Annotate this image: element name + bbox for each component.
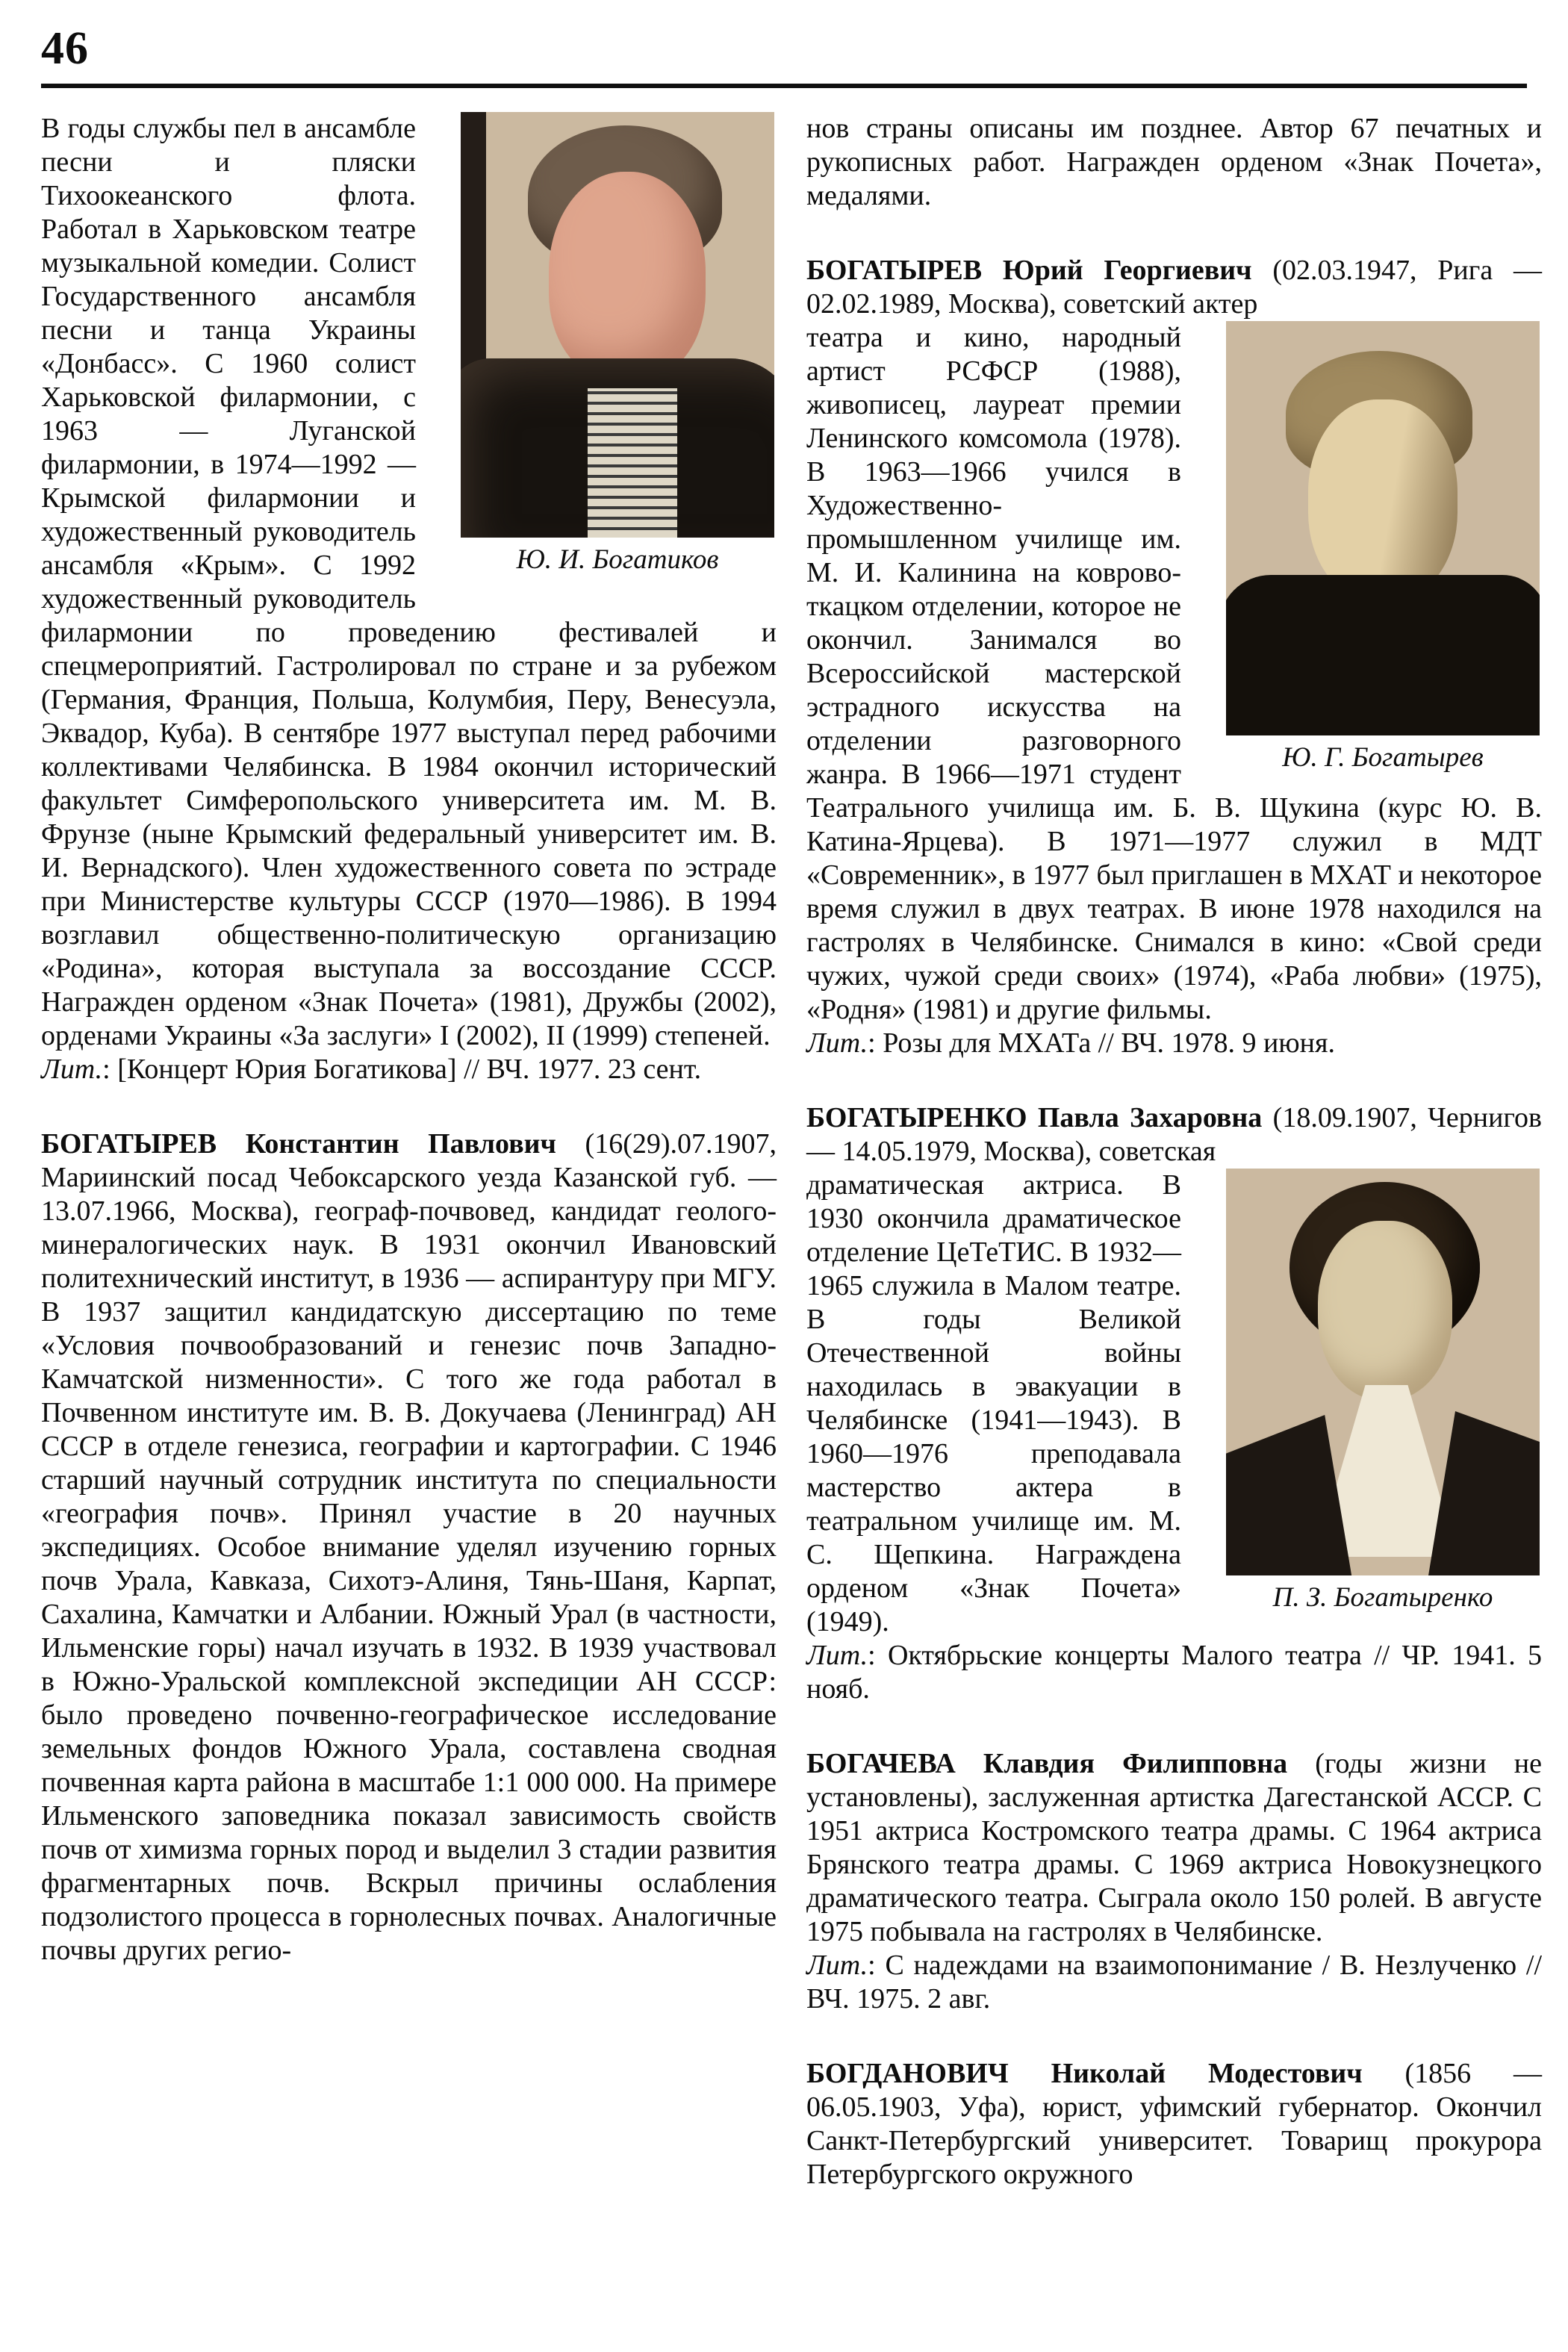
portrait-shirt-shape <box>588 388 677 538</box>
entry-bogatyrev-yg-intro <box>806 254 1542 321</box>
entry-bogatikov-lit <box>41 1053 777 1086</box>
page-number: 46 <box>41 23 89 74</box>
entry-text-bogatyrev-kp: (16(29).07.1907, Мариинский посад Чебоксарского уезда Казанской губ. — 13.07.1966, Москва), географ-почвовед, кандидат геолого-минералогических наук. В 1931 окончил Ивановский политехнический институт, в 1936 — аспирантуру при МГУ. В 1937 защитил кандидатскую диссертацию по теме «Условия почвообразований и генезис почв Западно-Камчатской низменности». С того же года работал в Почвенном институте им. В. В. Докучаева (Ленинград) АН СССР в отделе генезиса, географии и картографии. С 1946 старший научный сотрудник института по специальности «география почв». Принял участие в 20 научных экспедициях. Особое внимание уделял изучению горных почв Урала, Кавказа, Сихотэ-Алиня, Тянь-Шаня, Карпат, Сахалина, Камчатки и Албании. Южный Урал (в частности, Ильменские горы) начал изучать в 1932. В 1939 участвовал в Южно-Уральской комплексной экспедиции АН СССР: было проведено почвенно-географическое исследование земельных фондов Южного Урала, составлена сводная почвенная карта района в масштабе 1:1 000 000. На примере Ильменского заповедника показал зависимость свойств почв от химизма горных пород и выделил 3 стадии развития фрагментарных почв. Вскрыл причины ослабления подзолистого процесса в горнолесных почвах. Аналогичные почвы других регио- <box>41 1128 777 1966</box>
photo-caption-bogatyrenko: П. З. Богатыренко <box>1272 1582 1493 1613</box>
lit-label: Лит. <box>41 1054 103 1085</box>
portrait-face-shape <box>1318 1221 1452 1400</box>
entry-bogatyrenko-lit <box>806 1639 1542 1706</box>
entry-bogatikov-continuation: В годы службы пел в ансамбле песни и пляски Тихоокеанского флота. Работал в Харьковском театре музыкальной комедии. Солист Государственного ансамбля песни и танца Украины «Донбасс». С 1960 солист Харьковской филармонии, с 1963 — Луганской филармонии, в 1974—1992 — Крымской филармонии и художественный руководитель ансамбля «Крым». С 1992 художественный руководитель филармонии по проведению фестивалей и спецмероприятий. Гастролировал по стране и за рубежом (Германия, Франция, Польша, Колумбия, Перу, Венесуэла, Эквадор, Куба). В сентябре 1977 выступал перед рабочими коллективами Челябинска. В 1984 окончил исторический факультет Симферопольского университета им. М. В. Фрунзе (ныне Крымский федеральный университет им. В. И. Вернадского). Член художественного совета по эстраде при Министерстве культуры СССР (1970—1986). В 1994 возглавил общественно-политическую организацию «Родина», которая выступала за воссоздание СССР. Награжден орденом «Знак Почета» (1981), Дружбы (2002), орденами Украины «За заслуги» I (2002), II (1999) степеней. <box>41 113 777 1051</box>
lit-text: : [Концерт Юрия Богатикова] // ВЧ. 1977. 23 сент. <box>102 1054 702 1085</box>
header-rule <box>41 84 1527 88</box>
lit-text: : Октябрьские концерты Малого театра // ЧР. 1941. 5 нояб. <box>806 1640 1542 1705</box>
entry-text-bogacheva: (годы жизни не установлены), заслуженная артистка Дагестанской АССР. С 1951 актриса Костромского театра драмы. С 1964 актриса Брянского театра драмы. С 1969 актриса Новокузнецкого драматического театра. Сыграла около 150 ролей. В августе 1975 побывала на гастролях в Челябинске. <box>806 1748 1543 1947</box>
photo-caption-bogatikov: Ю. И. Богатиков <box>516 544 719 575</box>
entry-bogatyrev-kp <box>41 1127 777 1967</box>
portrait-face-shape <box>549 172 706 381</box>
photo-bogatyrenko <box>1226 1169 1540 1575</box>
entry-bogatikov-tail: нов страны описаны им позднее. Автор 67 печатных и рукописных работ. Награжден орденом «Знак Почета», медалями. <box>806 113 1542 211</box>
photo-block-bogatyrev-yg <box>1195 321 1542 774</box>
photo-block-bogatikov <box>429 112 777 576</box>
entry-bogatyrenko-intro <box>806 1101 1542 1169</box>
photo-bogatyrev-yg <box>1226 321 1540 735</box>
entry-name-bogatyrev-kp: БОГАТЫРЕВ Константин Павлович <box>41 1128 556 1160</box>
right-column <box>806 112 1542 2191</box>
photo-bogatikov <box>461 112 774 538</box>
entry-text-bogatyrev-yg: театра и кино, народный артист РСФСР (1988), живописец, лауреат премии Ленинского комсомола (1978). В 1963—1966 учился в Художественно-промышленном училище им. М. И. Калинина на коврово-ткацком отделении, которое не окончил. Занимался во Всероссийской мастерской эстрадного искусства на отделении разговорного жанра. В 1966—1971 студент Театрального училища им. Б. В. Щукина (курс Ю. В. Катина-Ярцева). В 1971—1977 служил в МДТ «Современник», в 1977 был приглашен в МХАТ и некоторое время служил в двух театрах. В июне 1978 находился на гастролях в Челябинске. Снимался в кино: «Свой среди чужих, чужой среди своих» (1974), «Раба любви» (1975), «Родня» (1981) и другие фильмы. <box>806 322 1542 1025</box>
entry-bogacheva <box>806 1747 1542 1949</box>
left-column <box>41 112 777 1967</box>
lit-label: Лит. <box>806 1640 868 1671</box>
photo-caption-bogatyrev-yg: Ю. Г. Богатырев <box>1282 742 1484 773</box>
lit-label: Лит. <box>806 1950 868 1981</box>
portrait-face-shape <box>1308 399 1457 601</box>
entry-name-bogacheva: БОГАЧЕВА Клавдия Филипповна <box>806 1748 1288 1779</box>
photo-block-bogatyrenko <box>1195 1169 1542 1614</box>
entry-name-bogdanovich: БОГДАНОВИЧ Николай Модестович <box>806 2058 1363 2089</box>
entry-text-bogdanovich: (1856 — 06.05.1903, Уфа), юрист, уфимский губернатор. Окончил Санкт-Петербургский университет. Товарищ прокурора Петербургского окружного <box>806 2058 1542 2190</box>
entry-intro-bogatyrev-yg: (02.03.1947, Рига — 02.02.1989, Москва), советский актер <box>806 255 1543 320</box>
lit-text: : Розы для МХАТа // ВЧ. 1978. 9 июня. <box>868 1027 1335 1059</box>
entry-bogacheva-lit <box>806 1949 1542 2016</box>
entry-intro-bogatyrenko: (18.09.1907, Чернигов — 14.05.1979, Москва), советская <box>806 1102 1542 1167</box>
entry-bogdanovich <box>806 2057 1542 2191</box>
lit-label: Лит. <box>806 1027 868 1059</box>
entry-text-bogatyrenko: драматическая актриса. В 1930 окончила драматическое отделение ЦеТеТИС. В 1932—1965 служила в Малом театре. В годы Великой Отечественной войны находилась в эвакуации в Челябинске (1941—1943). В 1960—1976 преподавала мастерство актера в театральном училище им. М. С. Щепкина. Награждена орденом «Знак Почета» (1949). <box>806 1169 1181 1637</box>
entry-name-bogatyrev-yg: БОГАТЫРЕВ Юрий Георгиевич <box>806 255 1252 286</box>
entry-name-bogatyrenko: БОГАТЫРЕНКО Павла Захаровна <box>806 1102 1263 1133</box>
entry-bogatyrev-yg-lit <box>806 1027 1542 1060</box>
portrait-body-shape <box>1226 575 1540 735</box>
lit-text: : С надеждами на взаимопонимание / В. Незлученко // ВЧ. 1975. 2 авг. <box>806 1950 1542 2015</box>
